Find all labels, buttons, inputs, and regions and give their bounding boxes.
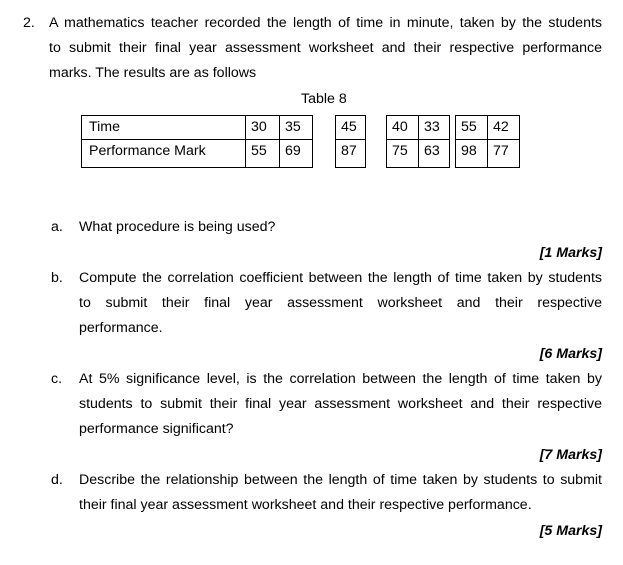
part-a-letter: a. [51,219,63,235]
table-cell: 69 [279,139,313,168]
part-a-text: What procedure is being used? [79,219,276,235]
question-stem-line-2: to submit their final year assessment worksheet and their respective performance [49,40,602,56]
table-cell: 77 [487,139,520,168]
table-cell: 35 [279,115,313,140]
table-cell: 98 [455,139,488,168]
part-c-marks: [7 Marks] [539,447,602,463]
table-cell: 30 [245,115,280,140]
table-row-label-time: Time [81,115,246,140]
part-d-marks: [5 Marks] [539,523,602,539]
part-b-line-3: performance. [79,320,163,336]
table-row-label-performance: Performance Mark [81,139,246,168]
table-cell: 87 [335,139,366,168]
part-b-line-1: Compute the correlation coefficient between the length of time taken by students [79,270,602,286]
table-cell: 33 [418,115,450,140]
table-cell: 55 [455,115,488,140]
table-cell: 42 [487,115,520,140]
question-number: 2. [23,15,35,31]
part-b-line-2: to submit their final year assessment worksheet and their respective [79,295,602,311]
part-c-line-3: performance significant? [79,421,234,437]
table-cell: 75 [386,139,419,168]
part-c-letter: c. [51,371,63,387]
part-b-marks: [6 Marks] [539,346,602,362]
part-d-letter: d. [51,472,63,488]
part-a-marks: [1 Marks] [539,245,602,261]
table-cell: 55 [245,139,280,168]
part-c-line-1: At 5% significance level, is the correlation between the length of time taken by [79,371,602,387]
table-cell: 45 [335,115,366,140]
part-b-letter: b. [51,270,63,286]
question-stem-line-3: marks. The results are as follows [49,65,257,81]
part-d-line-1: Describe the relationship between the length of time taken by students to submit [79,472,602,488]
question-stem-line-1: A mathematics teacher recorded the length of time in minute, taken by the students [49,15,602,31]
table-cell: 40 [386,115,419,140]
part-c-line-2: students to submit their final year assessment worksheet and their respective [79,396,602,412]
table-cell: 63 [418,139,450,168]
part-d-line-2: their final year assessment worksheet and their respective performance. [79,497,532,513]
table-caption: Table 8 [301,91,347,107]
